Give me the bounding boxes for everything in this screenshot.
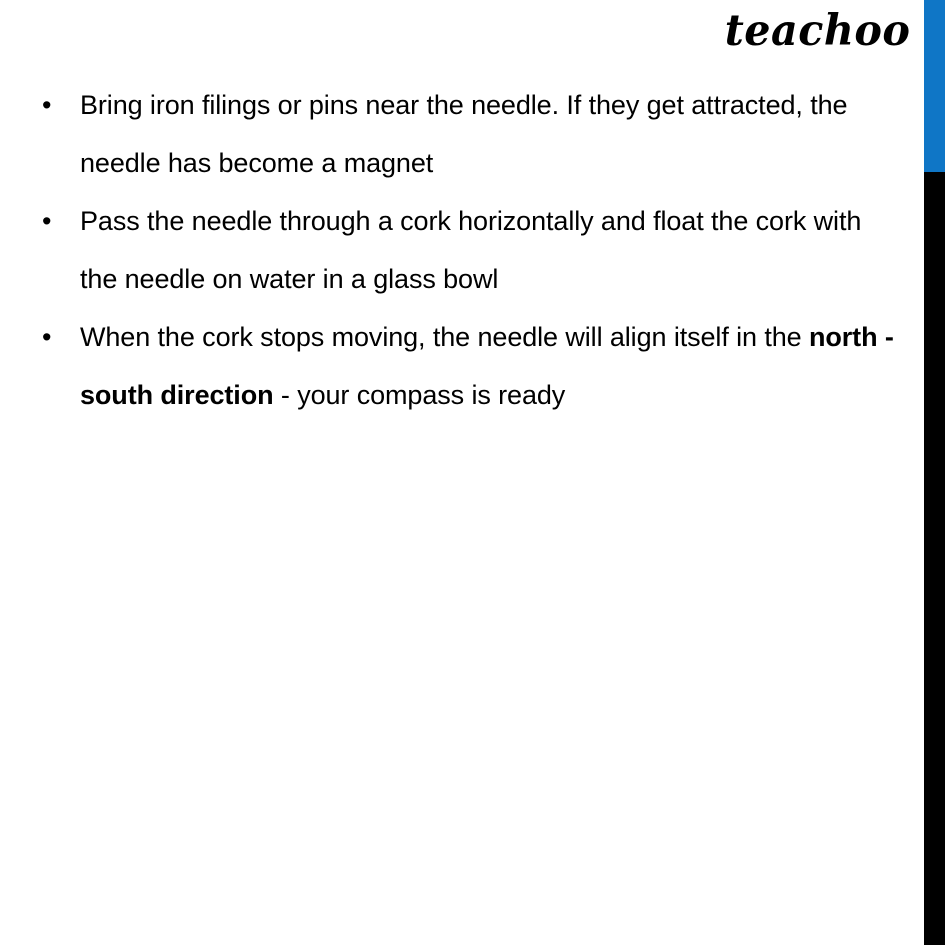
list-item (32, 308, 902, 424)
list-item-text (80, 322, 894, 410)
accent-bar-blue-segment (924, 0, 945, 172)
list-item (32, 76, 902, 192)
list-item (32, 192, 902, 308)
accent-bar-black-segment (924, 172, 945, 945)
emphasis-text: north - south direction (80, 322, 894, 410)
right-accent-bar (924, 0, 945, 945)
plain-text: - your compass is ready (273, 380, 566, 410)
plain-text: Bring iron filings or pins near the needle. If they get attracted, the needle has become a magnet (80, 90, 848, 178)
plain-text: Pass the needle through a cork horizontally and float the cork with the needle on water in a glass bowl (80, 206, 862, 294)
bullet-list (32, 76, 902, 424)
plain-text: When the cork stops moving, the needle will align itself in the (80, 322, 809, 352)
bullet-point-icon: • (42, 322, 52, 352)
list-item-text (80, 206, 861, 294)
teachoo-logo: teachoo (724, 6, 910, 56)
bullet-point-icon: • (42, 206, 52, 236)
bullet-point-icon: • (42, 90, 52, 120)
list-item-text (80, 90, 847, 178)
